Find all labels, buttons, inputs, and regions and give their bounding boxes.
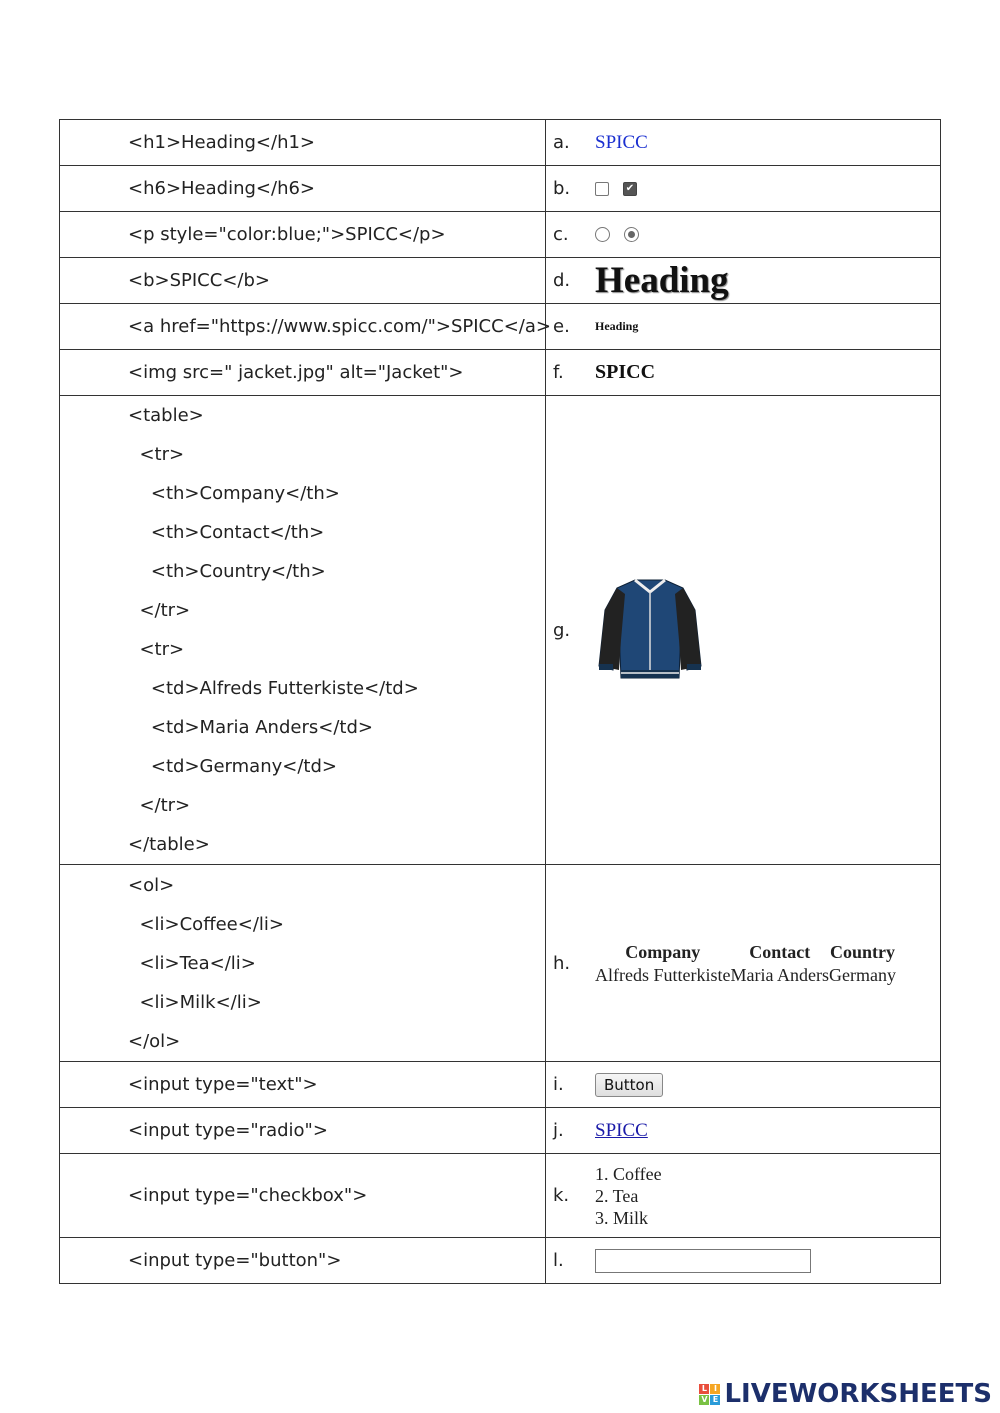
code-cell: [60, 304, 551, 350]
table-cell: Germany: [828, 965, 896, 985]
code-cell: [60, 120, 546, 166]
answer-letter: g.: [553, 619, 571, 641]
answer-cell: [546, 166, 941, 212]
answer-letter: i.: [553, 1074, 564, 1095]
h1-heading-sample: Heading: [595, 260, 729, 301]
answer-cell: [546, 350, 941, 396]
table-row: [60, 166, 941, 212]
table-row: [60, 258, 941, 304]
code-text: <b>SPICC</b>: [128, 270, 270, 291]
code-text: <p style="color:blue;">SPICC</p>: [128, 224, 446, 245]
answer-cell: [546, 212, 941, 258]
answer-cell: [546, 865, 941, 1062]
code-text: <h6>Heading</h6>: [128, 178, 316, 199]
checkbox-checked-icon: ✔: [623, 182, 637, 196]
table-row: [60, 304, 941, 350]
list-item: 3. Milk: [595, 1207, 649, 1228]
table-row: [60, 120, 941, 166]
code-cell: [60, 166, 546, 212]
blue-paragraph-sample: SPICC: [595, 131, 648, 153]
code-line: <td>Maria Anders</td>: [128, 717, 373, 738]
code-block: [60, 866, 545, 1061]
answer-letter: c.: [553, 224, 569, 245]
code-line: <td>Alfreds Futterkiste</td>: [128, 678, 419, 699]
list-item: 1. Coffee: [595, 1163, 662, 1184]
code-cell: [60, 1108, 546, 1154]
code-cell: [60, 396, 546, 865]
table-header: Country: [829, 942, 895, 962]
answer-cell: [546, 1062, 941, 1108]
checkbox-unchecked-icon: [595, 182, 609, 196]
code-line: </tr>: [128, 795, 191, 816]
answer-letter: a.: [553, 132, 570, 153]
code-cell: [60, 1154, 546, 1238]
answer-letter: l.: [553, 1250, 564, 1271]
code-cell: [60, 865, 546, 1062]
code-text: <input type="button">: [128, 1250, 342, 1271]
html-table-sample: [595, 940, 896, 986]
sample-text-input[interactable]: [595, 1249, 811, 1273]
liveworksheets-logo: [699, 1379, 992, 1409]
table-row: [60, 1062, 941, 1108]
matching-table: [59, 119, 941, 1284]
code-block: [60, 396, 545, 864]
answer-cell: [546, 1154, 941, 1238]
table-row: [60, 1154, 941, 1238]
code-line: <tr>: [128, 639, 185, 660]
code-line: <th>Country</th>: [128, 561, 326, 582]
code-text: <input type="checkbox">: [128, 1185, 368, 1206]
code-text: <img src=" jacket.jpg" alt="Jacket">: [128, 362, 464, 383]
table-header: Contact: [749, 942, 811, 962]
ordered-list-sample: [595, 1163, 662, 1229]
code-line: </tr>: [128, 600, 191, 621]
answer-cell: [546, 1108, 941, 1154]
answer-cell: [546, 258, 941, 304]
code-text: <input type="text">: [128, 1074, 318, 1095]
sample-button[interactable]: Button: [595, 1073, 663, 1097]
table-row: [60, 1238, 941, 1284]
table-row: [60, 865, 941, 1062]
code-line: <th>Contact</th>: [128, 522, 325, 543]
code-line: </ol>: [128, 1030, 181, 1052]
logo-mark-icon: L I V E: [699, 1384, 720, 1405]
code-line: <ol>: [128, 874, 175, 896]
table-cell: Maria Anders: [730, 965, 829, 985]
code-line: <li>Tea</li>: [128, 952, 256, 974]
code-cell: [60, 1238, 546, 1284]
answer-cell: [546, 120, 941, 166]
table-row: [60, 396, 941, 865]
jacket-image: [595, 570, 705, 690]
code-line: <td>Germany</td>: [128, 756, 337, 777]
answer-letter: f.: [553, 362, 564, 383]
answer-letter: h.: [553, 952, 571, 974]
code-line: <table>: [128, 405, 204, 426]
table-header: Company: [625, 942, 701, 962]
code-line: <li>Coffee</li>: [128, 913, 284, 935]
list-item: 2. Tea: [595, 1185, 639, 1206]
h6-heading-sample: Heading: [595, 319, 639, 333]
code-line: </table>: [128, 834, 210, 855]
answer-letter: j.: [553, 1120, 564, 1141]
table-row: [60, 1108, 941, 1154]
answer-cell: [546, 1238, 941, 1284]
code-line: <tr>: [128, 444, 185, 465]
radio-unselected-icon: [595, 227, 610, 242]
table-cell: Alfreds Futterkiste: [595, 965, 731, 985]
answer-cell: [546, 396, 941, 865]
answer-letter: k.: [553, 1185, 570, 1206]
radio-selected-icon: [624, 227, 639, 242]
code-cell: [60, 212, 546, 258]
answer-letter: d.: [553, 270, 571, 291]
answer-letter: b.: [553, 178, 571, 199]
table-row: [60, 350, 941, 396]
answer-cell: [546, 304, 941, 350]
code-cell: [60, 350, 546, 396]
sample-link[interactable]: SPICC: [595, 1119, 648, 1141]
code-line: <th>Company</th>: [128, 483, 340, 504]
code-text: <h1>Heading</h1>: [128, 132, 316, 153]
code-text: <a href="https://www.spicc.com/">SPICC</a>: [128, 316, 551, 337]
bold-text-sample: SPICC: [595, 361, 656, 383]
table-row: [60, 212, 941, 258]
code-cell: [60, 1062, 546, 1108]
answer-letter: e.: [553, 316, 570, 337]
code-cell: [60, 258, 546, 304]
code-line: <li>Milk</li>: [128, 991, 262, 1013]
code-text: <input type="radio">: [128, 1120, 328, 1141]
brand-name: LIVEWORKSHEETS: [724, 1379, 992, 1409]
